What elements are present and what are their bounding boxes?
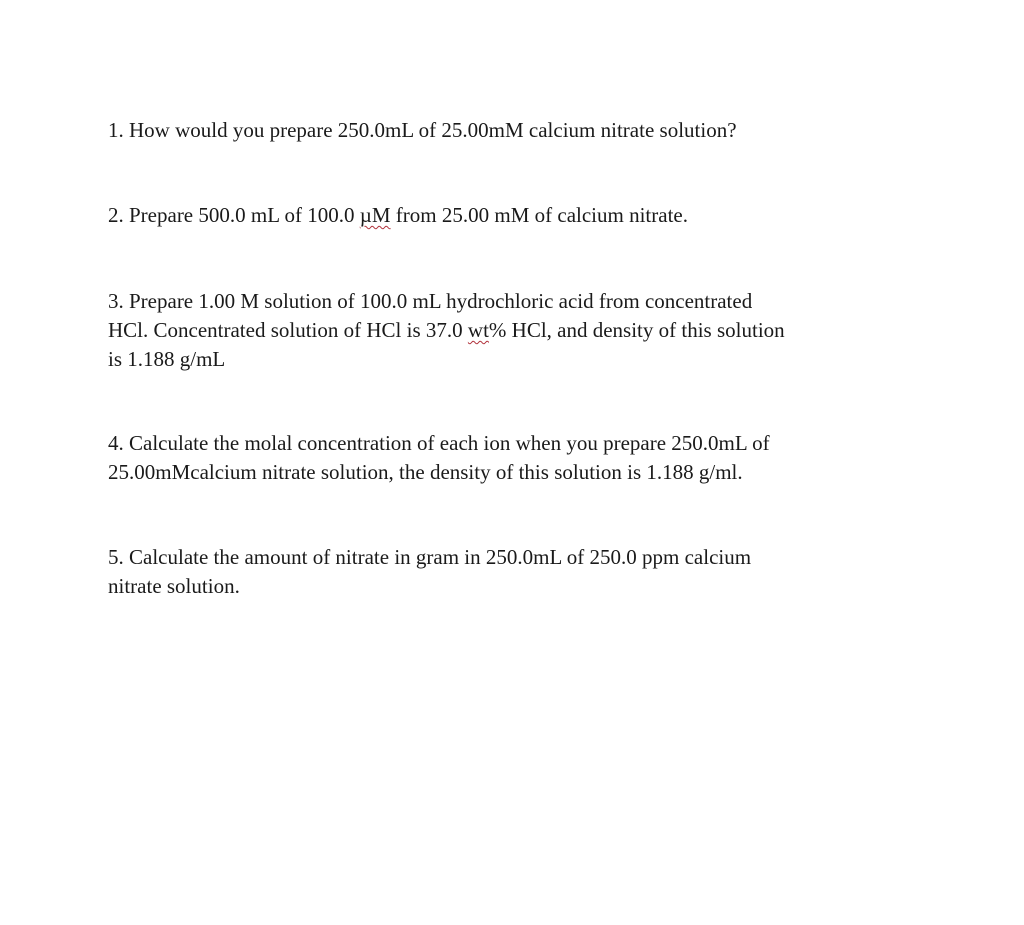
question-4-line-2: 25.00mMcalcium nitrate solution, the density of this solution is 1.188 g/ml. — [108, 460, 743, 484]
question-4 — [108, 429, 928, 487]
question-3-line-2-before: HCl. Concentrated solution of HCl is 37.0 — [108, 318, 468, 342]
question-4-line-1: 4. Calculate the molal concentration of each ion when you prepare 250.0mL of — [108, 431, 770, 455]
question-2 — [108, 201, 928, 230]
question-3-line-2 — [108, 316, 928, 345]
question-2-text-after: from 25.00 mM of calcium nitrate. — [390, 203, 688, 227]
question-1 — [108, 116, 928, 145]
question-3 — [108, 287, 928, 374]
question-3-line-1: 3. Prepare 1.00 M solution of 100.0 mL hydrochloric acid from concentrated — [108, 289, 753, 313]
question-5 — [108, 543, 928, 601]
question-2-line — [108, 201, 928, 230]
question-1-text: 1. How would you prepare 250.0mL of 25.00mM calcium nitrate solution? — [108, 118, 737, 142]
question-2-text-before: 2. Prepare 500.0 mL of 100.0 — [108, 203, 360, 227]
spellcheck-flagged-word[interactable]: µM — [359, 203, 391, 227]
question-3-line-2-after: % HCl, and density of this solution — [488, 318, 785, 342]
spellcheck-flagged-word[interactable]: wt — [467, 318, 489, 342]
question-5-line-1: 5. Calculate the amount of nitrate in gram in 250.0mL of 250.0 ppm calcium — [108, 545, 752, 569]
question-3-line-3: is 1.188 g/mL — [108, 347, 226, 371]
question-5-line-2: nitrate solution. — [108, 574, 240, 598]
